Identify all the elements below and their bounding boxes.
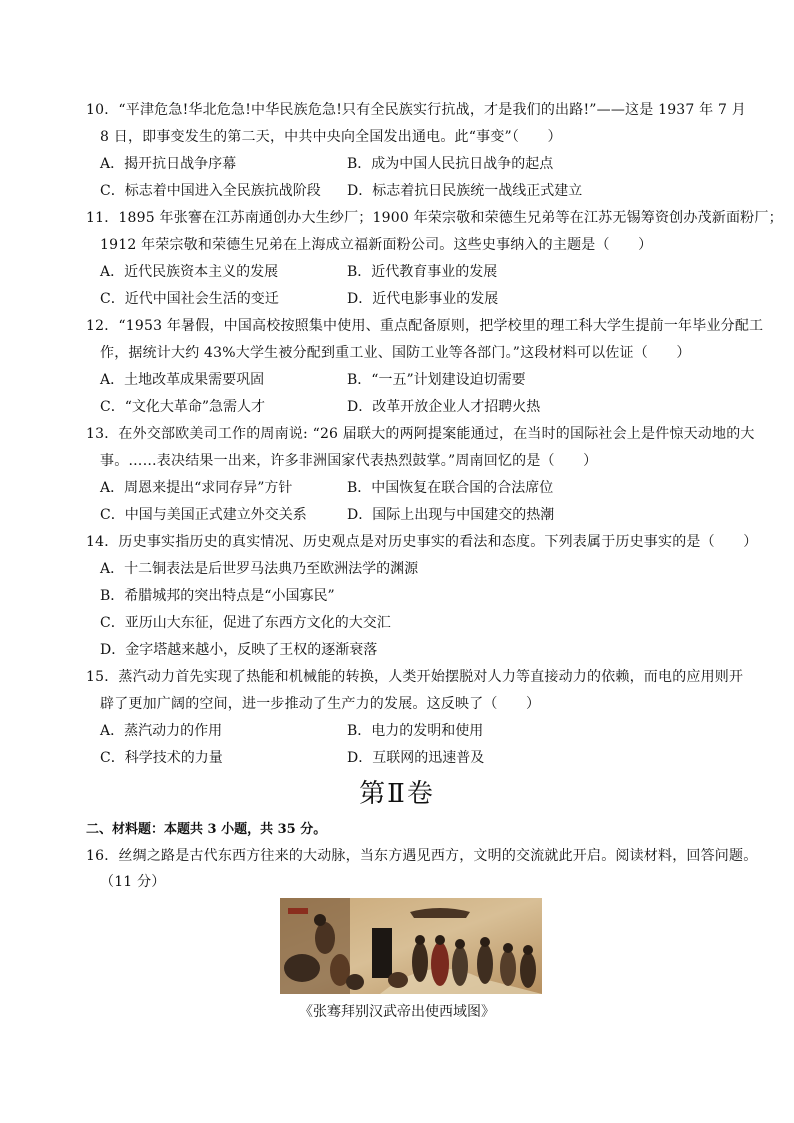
option-a[interactable]: A．周恩来提出“求同存异”方针 bbox=[100, 480, 293, 496]
question-stem-line: 15．蒸汽动力首先实现了热能和机械能的转换，人类开始摆脱对人力等直接动力的依赖，而电的应用则开 bbox=[86, 669, 744, 685]
option-c[interactable]: C．标志着中国进入全民族抗战阶段 bbox=[100, 183, 321, 199]
mural-painting-image bbox=[280, 898, 542, 994]
question-stem-line: 13．在外交部欧美司工作的周南说: “26 届联大的两阿提案能通过，在当时的国际社会上是件惊天动地的大 bbox=[86, 426, 755, 442]
option-c[interactable]: C．中国与美国正式建立外交关系 bbox=[100, 507, 307, 523]
section-heading: 二、材料题：本题共 3 小题，共 35 分。 bbox=[86, 822, 327, 837]
option-c[interactable]: C．近代中国社会生活的变迁 bbox=[100, 291, 279, 307]
question-stem-line: 14．历史事实指历史的真实情况、历史观点是对历史事实的看法和态度。下列表属于历史事实的是（ ） bbox=[86, 534, 758, 550]
question-stem-line: 10．“平津危急!华北危急!中华民族危急!只有全民族实行抗战，才是我们的出路!”——这是 1937 年 7 月 bbox=[86, 102, 746, 118]
question-stem-line: 11．1895 年张謇在江苏南通创办大生纱厂；1900 年荣宗敬和荣德生兄弟等在江苏无锡筹资创办茂新面粉厂； bbox=[86, 210, 783, 226]
option-d[interactable]: D．近代电影事业的发展 bbox=[347, 291, 499, 307]
option-c[interactable]: C．亚历山大东征，促进了东西方文化的大交汇 bbox=[100, 615, 391, 631]
option-b[interactable]: B．近代教育事业的发展 bbox=[347, 264, 498, 280]
question-stem-line: 事。……表决结果一出来，许多非洲国家代表热烈鼓掌。”周南回忆的是（ ） bbox=[100, 453, 598, 469]
question-stem-line: 8 日，即事变发生的第二天，中共中央向全国发出通电。此“事变”（ ） bbox=[100, 129, 562, 145]
option-b[interactable]: B．“一五”计划建设迫切需要 bbox=[347, 372, 526, 388]
question-stem-line: 12．“1953 年暑假，中国高校按照集中使用、重点配备原则，把学校里的理工科大学生提前一年毕业分配工 bbox=[86, 318, 764, 334]
option-b[interactable]: B．中国恢复在联合国的合法席位 bbox=[347, 480, 554, 496]
option-c[interactable]: C．科学技术的力量 bbox=[100, 750, 223, 766]
option-a[interactable]: A．揭开抗日战争序幕 bbox=[100, 156, 237, 172]
question-stem-line: （11 分） bbox=[100, 874, 166, 890]
section-title: 第Ⅱ卷 bbox=[359, 779, 435, 809]
option-d[interactable]: D．国际上出现与中国建交的热潮 bbox=[347, 507, 555, 523]
option-a[interactable]: A．十二铜表法是后世罗马法典乃至欧洲法学的渊源 bbox=[100, 561, 419, 577]
option-c[interactable]: C．“文化大革命”急需人才 bbox=[100, 399, 266, 415]
option-d[interactable]: D．互联网的迅速普及 bbox=[347, 750, 485, 766]
option-b[interactable]: B．希腊城邦的突出特点是“小国寡民” bbox=[100, 588, 335, 604]
option-d[interactable]: D．金字塔越来越小，反映了王权的逐渐衰落 bbox=[100, 642, 378, 658]
question-stem-line: 1912 年荣宗敬和荣德生兄弟在上海成立福新面粉公司。这些史事纳入的主题是（ ） bbox=[100, 237, 653, 253]
question-stem-line: 辟了更加广阔的空间，进一步推动了生产力的发展。这反映了（ ） bbox=[100, 696, 541, 712]
option-b[interactable]: B．成为中国人民抗日战争的起点 bbox=[347, 156, 554, 172]
question-stem-line: 作，据统计大约 43%大学生被分配到重工业、国防工业等各部门。”这段材料可以佐证（ ） bbox=[100, 345, 691, 361]
option-a[interactable]: A．近代民族资本主义的发展 bbox=[100, 264, 279, 280]
option-d[interactable]: D．改革开放企业人才招聘火热 bbox=[347, 399, 541, 415]
option-d[interactable]: D．标志着抗日民族统一战线正式建立 bbox=[347, 183, 583, 199]
question-stem-line: 16．丝绸之路是古代东西方往来的大动脉，当东方遇见西方，文明的交流就此开启。阅读材料，回答问题。 bbox=[86, 848, 758, 864]
option-a[interactable]: A．土地改革成果需要巩固 bbox=[100, 372, 265, 388]
option-a[interactable]: A．蒸汽动力的作用 bbox=[100, 723, 223, 739]
image-caption: 《张骞拜别汉武帝出使西域图》 bbox=[299, 1004, 495, 1020]
option-b[interactable]: B．电力的发明和使用 bbox=[347, 723, 484, 739]
